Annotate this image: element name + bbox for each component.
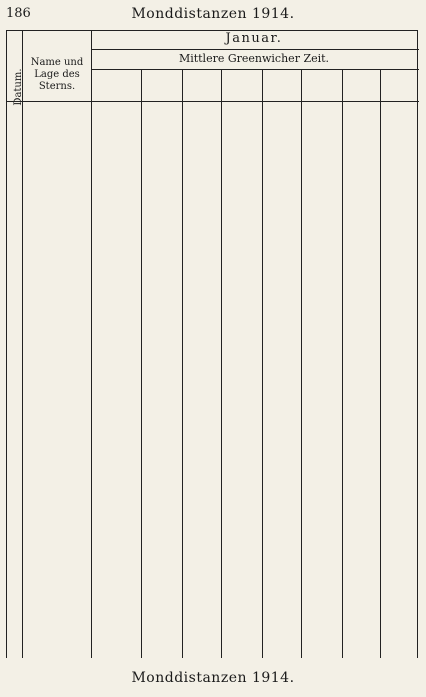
datum-header: Datum. <box>13 68 24 106</box>
time-header: Mittlere Greenwicher Zeit. <box>178 52 330 65</box>
star-column-header: Name und Lage des Sterns. <box>30 57 84 92</box>
column-rule <box>141 69 142 658</box>
page-title: Monddistanzen 1914. <box>131 6 295 22</box>
column-rule <box>380 69 381 658</box>
header-rule <box>91 69 419 70</box>
column-rule <box>91 31 92 658</box>
column-rule <box>301 69 302 658</box>
page-footer: Monddistanzen 1914. <box>131 670 295 686</box>
header-rule <box>7 101 419 102</box>
column-rule <box>22 31 23 658</box>
column-rule <box>221 69 222 658</box>
header-rule <box>91 49 419 50</box>
page-number: 186 <box>6 6 31 21</box>
column-rule <box>342 69 343 658</box>
column-rule <box>182 69 183 658</box>
ephemeris-table <box>6 30 418 658</box>
column-rule <box>262 69 263 658</box>
month-header: Januar. <box>225 31 283 46</box>
